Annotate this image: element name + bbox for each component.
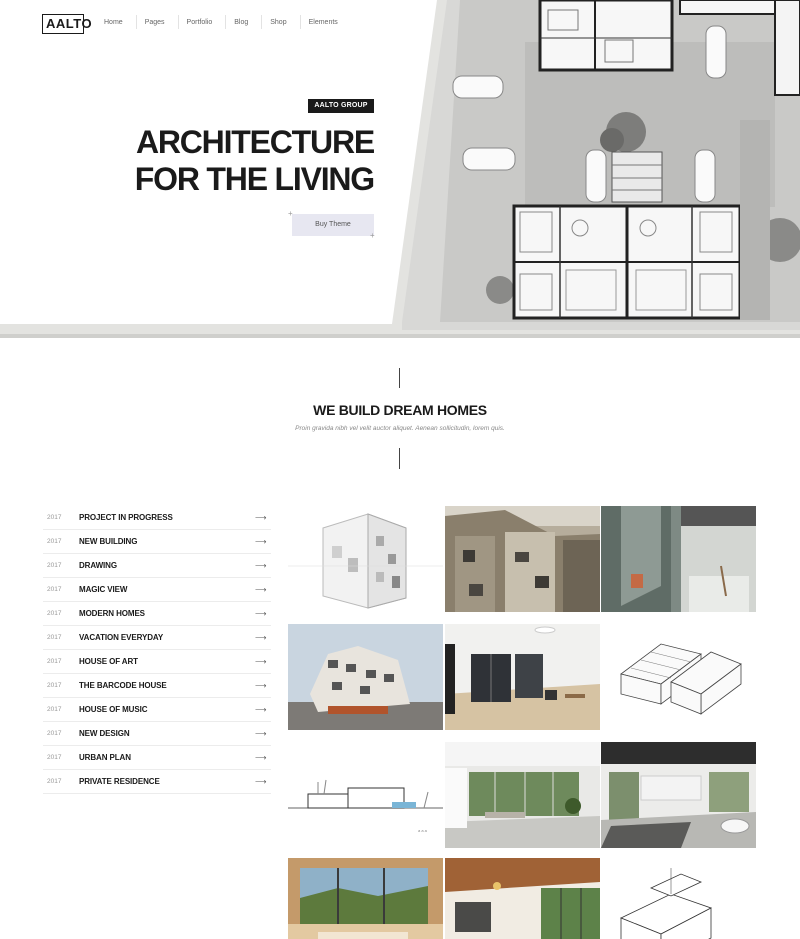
gallery-image[interactable] <box>445 506 600 612</box>
project-year: 2017 <box>47 634 62 641</box>
project-year: 2017 <box>47 562 62 569</box>
project-name: THE BARCODE HOUSE <box>79 681 167 690</box>
section-title: WE BUILD DREAM HOMES <box>313 402 487 418</box>
arrow-right-icon: ⟶ <box>255 633 267 642</box>
gallery-image[interactable] <box>601 742 756 848</box>
project-name: HOUSE OF MUSIC <box>79 705 148 714</box>
list-item[interactable] <box>43 626 271 650</box>
project-year: 2017 <box>47 754 62 761</box>
gallery-image[interactable] <box>445 624 600 730</box>
svg-text:a a a: a a a <box>418 828 427 833</box>
project-name: URBAN PLAN <box>79 753 131 762</box>
arrow-right-icon: ⟶ <box>255 777 267 786</box>
project-list <box>43 506 271 794</box>
list-item[interactable] <box>43 602 271 626</box>
list-item[interactable] <box>43 674 271 698</box>
project-year: 2017 <box>47 610 62 617</box>
hero-section <box>0 0 800 338</box>
arrow-right-icon: ⟶ <box>255 729 267 738</box>
project-year: 2017 <box>47 682 62 689</box>
arrow-right-icon: ⟶ <box>255 537 267 546</box>
gallery-image[interactable] <box>288 742 443 848</box>
arrow-right-icon: ⟶ <box>255 561 267 570</box>
project-name: MODERN HOMES <box>79 609 145 618</box>
logo[interactable]: AALTO <box>42 14 84 34</box>
list-item[interactable] <box>43 530 271 554</box>
divider-line <box>399 368 400 388</box>
arrow-right-icon: ⟶ <box>255 681 267 690</box>
list-item[interactable] <box>43 506 271 530</box>
project-name: NEW DESIGN <box>79 729 130 738</box>
divider-line <box>399 448 400 469</box>
site-plan-image <box>0 0 800 338</box>
list-item[interactable] <box>43 578 271 602</box>
gallery-image[interactable] <box>601 506 756 612</box>
buy-theme-button[interactable]: Buy Theme <box>292 214 374 236</box>
hero-title-line2: FOR THE LIVING <box>134 161 374 197</box>
main-nav <box>96 19 352 26</box>
nav-shop[interactable]: Shop <box>262 19 300 26</box>
hero-badge: AALTO GROUP <box>308 99 374 113</box>
section-subtitle: Proin gravida nibh vel velit auctor aliquet. Aenean sollicitudin, lorem quis. <box>295 425 505 432</box>
gallery-image[interactable] <box>288 858 443 939</box>
nav-elements[interactable]: Elements <box>308 19 338 26</box>
nav-blog[interactable]: Blog <box>226 19 262 26</box>
hero-title <box>135 124 374 198</box>
plus-icon: + <box>288 209 293 218</box>
project-name: VACATION EVERYDAY <box>79 633 164 642</box>
project-name: HOUSE OF ART <box>79 657 138 666</box>
plus-icon: + <box>370 231 375 240</box>
project-year: 2017 <box>47 538 62 545</box>
nav-portfolio[interactable]: Portfolio <box>179 19 227 26</box>
list-item[interactable] <box>43 746 271 770</box>
hero-title-line1: ARCHITECTURE <box>135 124 374 160</box>
gallery-image[interactable] <box>445 742 600 848</box>
gallery-image[interactable] <box>601 858 756 939</box>
arrow-right-icon: ⟶ <box>255 585 267 594</box>
nav-pages[interactable]: Pages <box>137 19 179 26</box>
project-year: 2017 <box>47 706 62 713</box>
project-name: PRIVATE RESIDENCE <box>79 777 160 786</box>
arrow-right-icon: ⟶ <box>255 705 267 714</box>
project-year: 2017 <box>47 778 62 785</box>
project-name: NEW BUILDING <box>79 537 138 546</box>
arrow-right-icon: ⟶ <box>255 609 267 618</box>
project-year: 2017 <box>47 586 62 593</box>
arrow-right-icon: ⟶ <box>255 513 267 522</box>
list-item[interactable] <box>43 770 271 794</box>
list-item[interactable] <box>43 554 271 578</box>
list-item[interactable] <box>43 698 271 722</box>
gallery-image[interactable] <box>601 624 756 730</box>
project-name: PROJECT IN PROGRESS <box>79 513 173 522</box>
project-name: DRAWING <box>79 561 117 570</box>
project-year: 2017 <box>47 730 62 737</box>
gallery-image[interactable] <box>445 858 600 939</box>
gallery-image[interactable] <box>288 624 443 730</box>
arrow-right-icon: ⟶ <box>255 657 267 666</box>
project-year: 2017 <box>47 658 62 665</box>
project-name: MAGIC VIEW <box>79 585 128 594</box>
project-year: 2017 <box>47 514 62 521</box>
list-item[interactable] <box>43 650 271 674</box>
arrow-right-icon: ⟶ <box>255 753 267 762</box>
list-item[interactable] <box>43 722 271 746</box>
gallery-image[interactable] <box>288 506 443 612</box>
nav-home[interactable]: Home <box>96 19 137 26</box>
